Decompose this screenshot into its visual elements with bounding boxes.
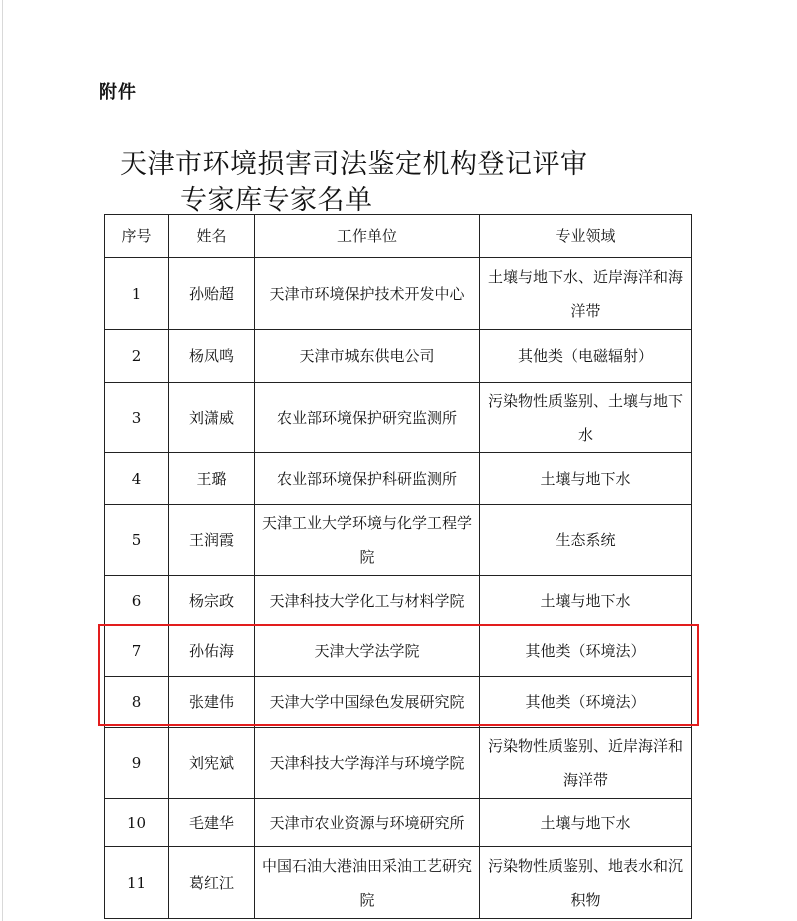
- cell-unit: 天津工业大学环境与化学工程学院: [255, 505, 480, 576]
- table-row: [105, 330, 692, 383]
- cell-unit: 中国石油大港油田采油工艺研究院: [255, 847, 480, 919]
- cell-unit: 天津科技大学海洋与环境学院: [255, 728, 480, 799]
- cell-name: 葛红江: [169, 847, 255, 919]
- expert-roster-table: [104, 214, 692, 919]
- page-edge-divider: [2, 0, 3, 921]
- cell-seq: 4: [105, 453, 169, 505]
- table-row: [105, 505, 692, 576]
- cell-seq: 9: [105, 728, 169, 799]
- column-header-name: 姓名: [169, 215, 255, 258]
- cell-seq: 5: [105, 505, 169, 576]
- cell-seq: 11: [105, 847, 169, 919]
- cell-field: 生态系统: [480, 505, 692, 576]
- table-row: [105, 847, 692, 919]
- cell-field: 土壤与地下水、近岸海洋和海洋带: [480, 258, 692, 330]
- cell-name: 王璐: [169, 453, 255, 505]
- cell-seq: 3: [105, 383, 169, 453]
- cell-unit: 农业部环境保护科研监测所: [255, 453, 480, 505]
- cell-unit: 天津市环境保护技术开发中心: [255, 258, 480, 330]
- column-header-seq: 序号: [105, 215, 169, 258]
- cell-name: 刘宪斌: [169, 728, 255, 799]
- cell-field: 土壤与地下水: [480, 576, 692, 626]
- cell-name: 杨宗政: [169, 576, 255, 626]
- cell-seq: 10: [105, 799, 169, 847]
- cell-unit: 天津市农业资源与环境研究所: [255, 799, 480, 847]
- table-row: [105, 383, 692, 453]
- document-title-line-1: 天津市环境损害司法鉴定机构登记评审: [120, 149, 588, 180]
- cell-field: 其他类（环境法）: [480, 626, 692, 677]
- table-row: [105, 576, 692, 626]
- column-header-unit: 工作单位: [255, 215, 480, 258]
- cell-field: 污染物性质鉴别、土壤与地下水: [480, 383, 692, 453]
- cell-name: 刘潇威: [169, 383, 255, 453]
- table-row: [105, 677, 692, 728]
- table-row: [105, 453, 692, 505]
- cell-unit: 天津科技大学化工与材料学院: [255, 576, 480, 626]
- cell-name: 张建伟: [169, 677, 255, 728]
- cell-unit: 天津市城东供电公司: [255, 330, 480, 383]
- cell-field: 污染物性质鉴别、地表水和沉积物: [480, 847, 692, 919]
- cell-unit: 天津大学法学院: [255, 626, 480, 677]
- table-row: [105, 626, 692, 677]
- cell-seq: 8: [105, 677, 169, 728]
- cell-name: 王润霞: [169, 505, 255, 576]
- table-row: [105, 258, 692, 330]
- cell-field: 土壤与地下水: [480, 453, 692, 505]
- cell-seq: 7: [105, 626, 169, 677]
- cell-field: 其他类（电磁辐射）: [480, 330, 692, 383]
- table-row: [105, 728, 692, 799]
- cell-field: 土壤与地下水: [480, 799, 692, 847]
- cell-seq: 6: [105, 576, 169, 626]
- cell-seq: 2: [105, 330, 169, 383]
- table-header-row: [105, 215, 692, 258]
- cell-name: 孙佑海: [169, 626, 255, 677]
- cell-seq: 1: [105, 258, 169, 330]
- column-header-field: 专业领域: [480, 215, 692, 258]
- document-title-line-2: 专家库专家名单: [180, 185, 373, 216]
- attachment-label: 附件: [99, 82, 137, 103]
- cell-name: 杨凤鸣: [169, 330, 255, 383]
- cell-field: 污染物性质鉴别、近岸海洋和海洋带: [480, 728, 692, 799]
- cell-unit: 天津大学中国绿色发展研究院: [255, 677, 480, 728]
- cell-name: 毛建华: [169, 799, 255, 847]
- cell-field: 其他类（环境法）: [480, 677, 692, 728]
- table-row: [105, 799, 692, 847]
- cell-unit: 农业部环境保护研究监测所: [255, 383, 480, 453]
- cell-name: 孙贻超: [169, 258, 255, 330]
